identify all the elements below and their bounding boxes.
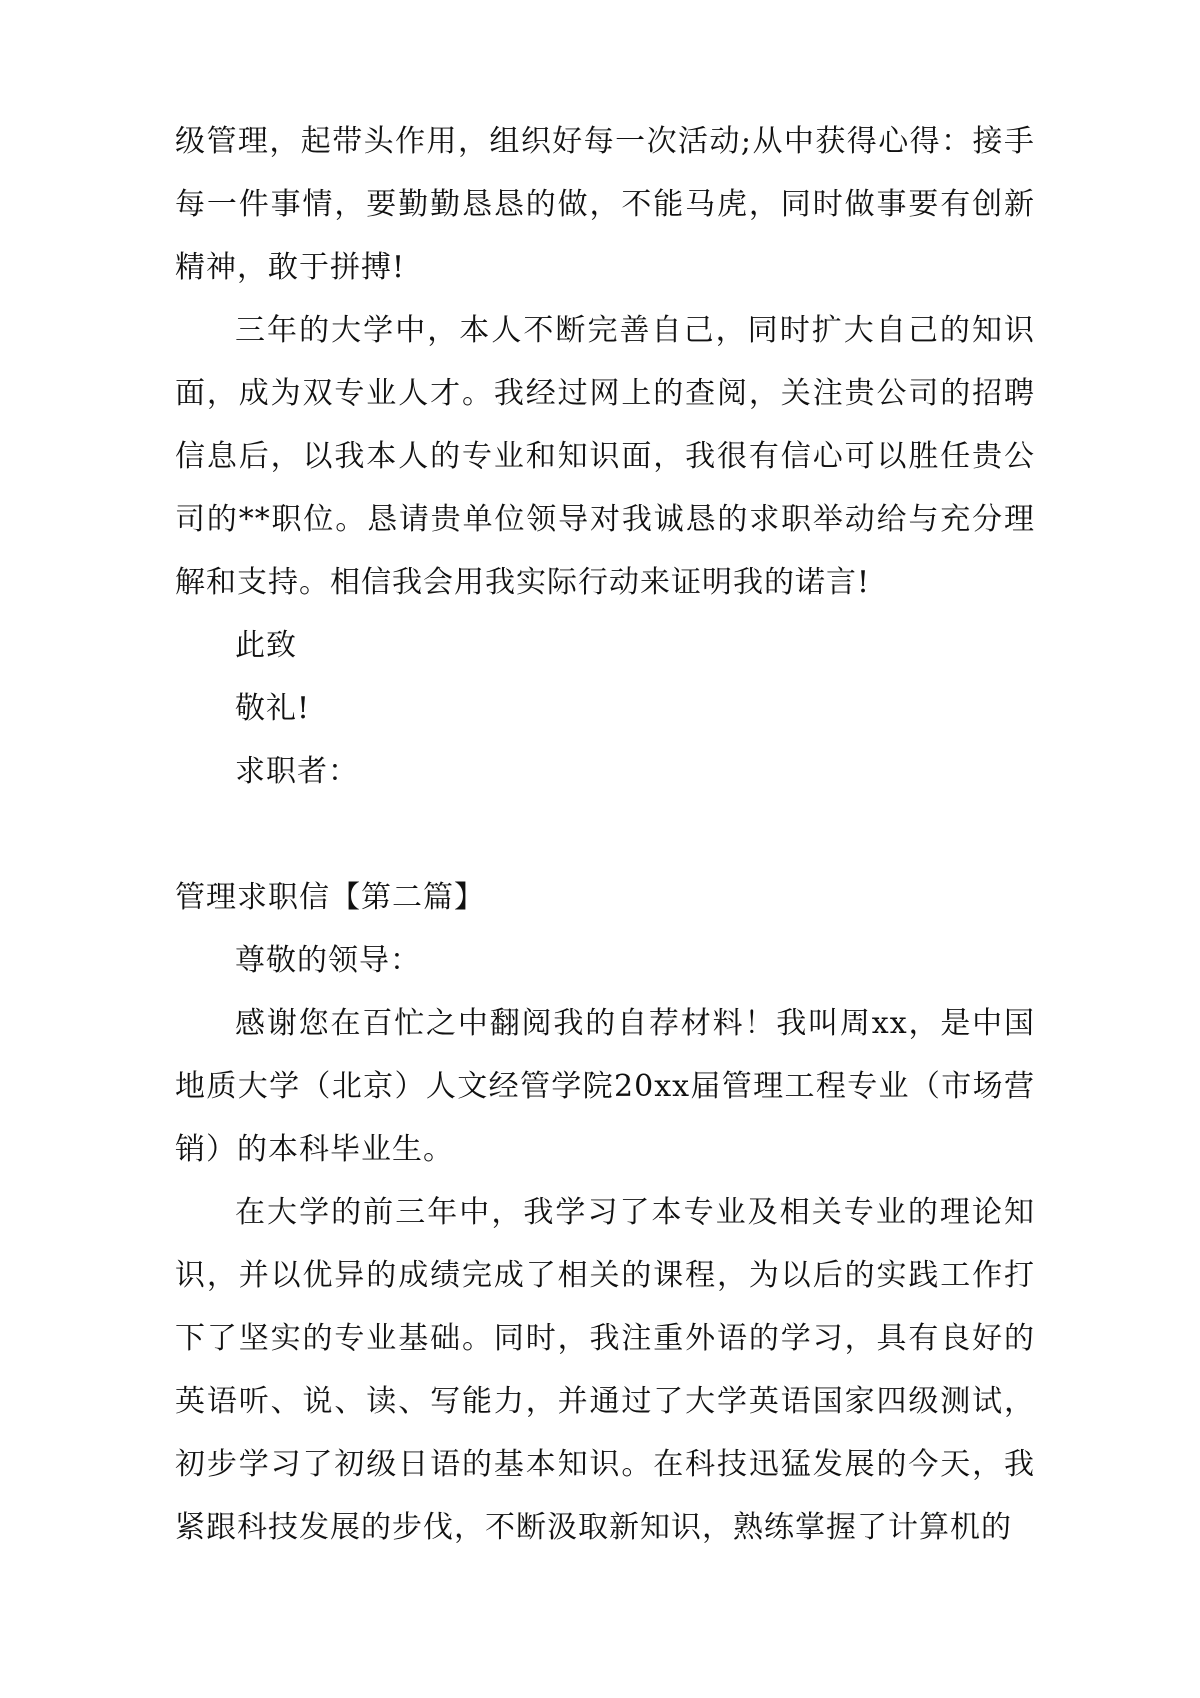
body-paragraph: 在大学的前三年中，我学习了本专业及相关专业的理论知识，并以优异的成绩完成了相关的课程，为以后的实践工作打下了坚实的专业基础。同时，我注重外语的学习，具有良好的英语听、说、读、写能力，并通过了大学英语国家四级测试，初步学习了初级日语的基本知识。在科技迅猛发展的今天，我紧跟科技发展的步伐，不断汲取新知识，熟练掌握了计算机的	[175, 1195, 1035, 1545]
body-paragraph: 感谢您在百忙之中翻阅我的自荐材料！我叫周xx，是中国地质大学（北京）人文经管学院20xx届管理工程专业（市场营销）的本科毕业生。	[175, 1006, 1035, 1167]
section-gap	[175, 803, 1035, 866]
document-body	[175, 110, 1035, 1559]
section-title: 管理求职信【第二篇】	[175, 880, 485, 915]
signature-label: 求职者：	[235, 754, 359, 789]
closing-line: 此致	[235, 628, 297, 663]
salutation: 尊敬的领导：	[235, 943, 421, 978]
body-paragraph: 三年的大学中，本人不断完善自己，同时扩大自己的知识面，成为双专业人才。我经过网上的查阅，关注贵公司的招聘信息后，以我本人的专业和知识面，我很有信心可以胜任贵公司的**职位。恳请贵单位领导对我诚恳的求职举动给与充分理解和支持。相信我会用我实际行动来证明我的诺言!	[175, 313, 1035, 600]
closing-salute: 敬礼!	[235, 691, 311, 726]
continued-paragraph: 级管理，起带头作用，组织好每一次活动;从中获得心得：接手每一件事情，要勤勤恳恳的做，不能马虎，同时做事要有创新精神，敢于拼搏!	[175, 124, 1035, 285]
